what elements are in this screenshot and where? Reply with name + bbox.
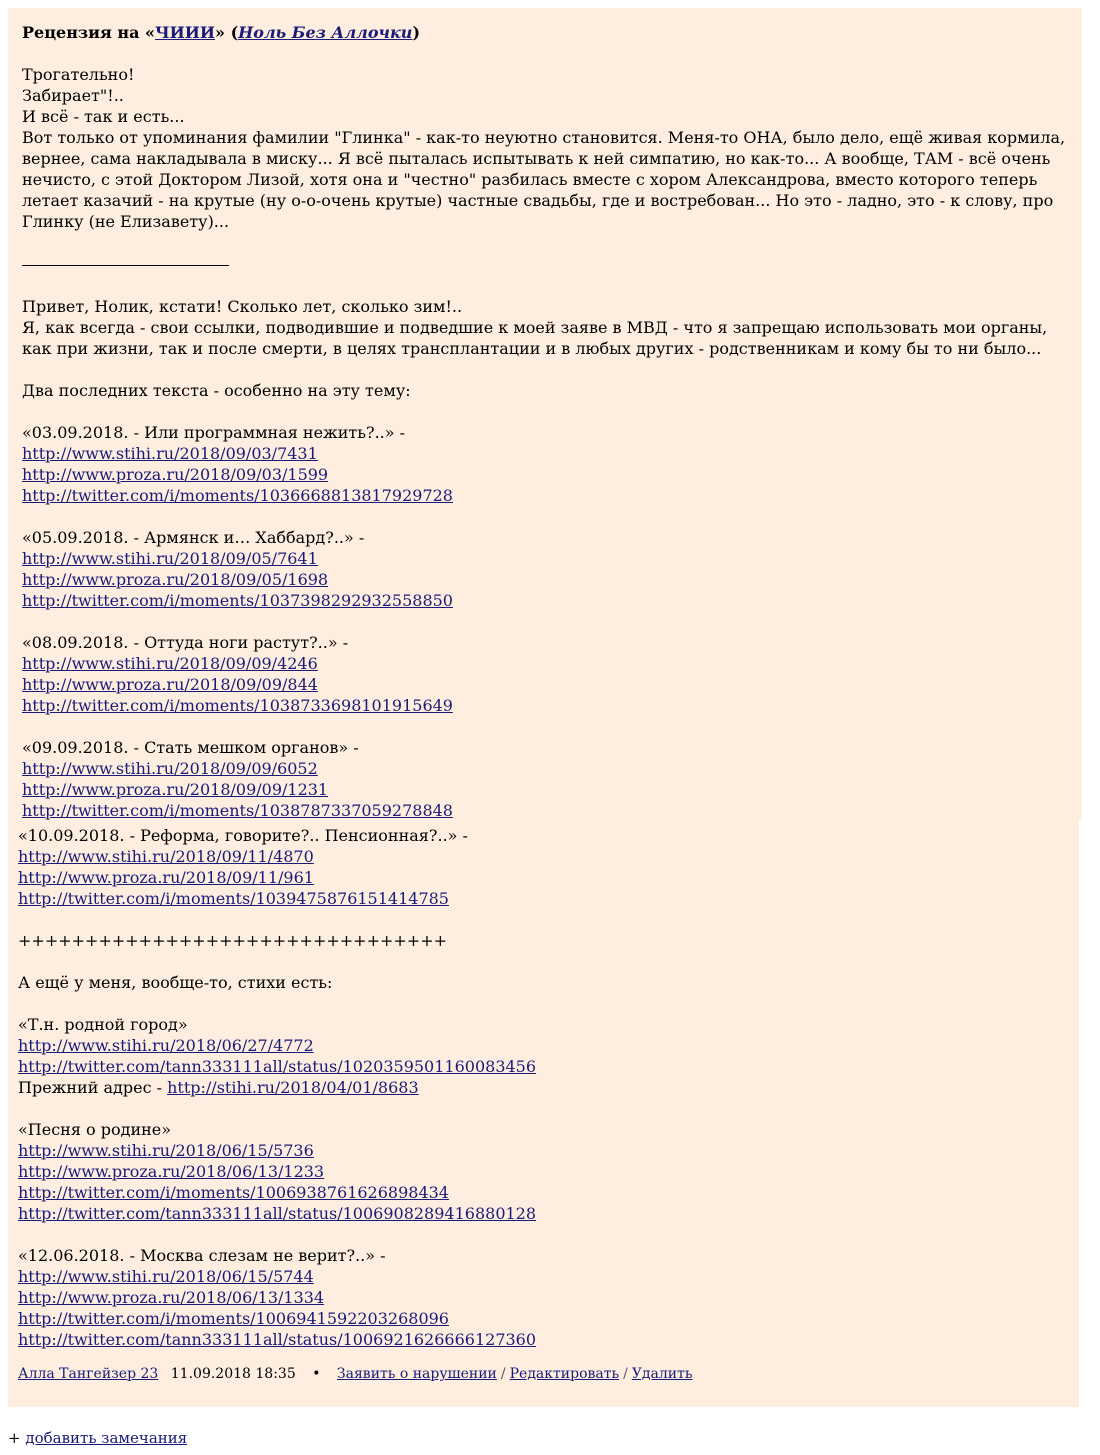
add-notes <box>8 1428 187 1449</box>
add-notes-link[interactable]: добавить замечания <box>25 1429 188 1447</box>
review-title <box>22 22 1068 43</box>
text-p5: Привет, Нолик, кстати! Сколько лет, сколько зим!.. <box>22 297 463 316</box>
link-twitter[interactable]: http://twitter.com/i/moments/1006938761626898434 <box>18 1183 449 1202</box>
link-stihi[interactable]: http://www.stihi.ru/2018/09/05/7641 <box>22 549 318 568</box>
group-heading: «Т.н. родной город» <box>18 1015 188 1034</box>
link-stihi[interactable]: http://www.stihi.ru/2018/09/09/6052 <box>22 759 318 778</box>
delete-link[interactable]: Удалить <box>631 1366 693 1382</box>
report-violation-link[interactable]: Заявить о нарушении <box>336 1366 497 1382</box>
link-twitter[interactable]: http://twitter.com/i/moments/1038787337059278848 <box>22 801 453 820</box>
link-twitter[interactable]: http://twitter.com/i/moments/1036668813817929728 <box>22 486 453 505</box>
text-p1: Трогательно! <box>22 65 135 84</box>
group-heading: «05.09.2018. - Армянск и… Хаббард?..» - <box>22 528 365 547</box>
link-proza[interactable]: http://www.proza.ru/2018/09/03/1599 <box>22 465 329 484</box>
title-suffix: ) <box>412 23 421 42</box>
review-author-link[interactable]: Алла Тангейзер 23 <box>18 1366 159 1382</box>
bullet-separator: • <box>312 1366 321 1382</box>
plus-separator: ++++++++++++++++++++++++++++++++ <box>18 931 447 950</box>
text-p3: И всё - так и есть... <box>22 107 185 126</box>
link-twitter[interactable]: http://twitter.com/i/moments/1038733698101915649 <box>22 696 453 715</box>
link-previous-address[interactable]: http://stihi.ru/2018/04/01/8683 <box>167 1078 419 1097</box>
group-heading: «09.09.2018. - Стать мешком органов» - <box>22 738 359 757</box>
divider-line <box>22 253 229 266</box>
add-plus: + <box>8 1429 26 1447</box>
text-p7: Два последних текста - особенно на эту тему: <box>22 381 411 400</box>
link-twitter[interactable]: http://twitter.com/tann333111all/status/1006921626666127360 <box>18 1330 537 1349</box>
link-twitter[interactable]: http://twitter.com/tann333111all/status/1006908289416880128 <box>18 1204 537 1223</box>
link-proza[interactable]: http://www.proza.ru/2018/09/09/1231 <box>22 780 329 799</box>
link-proza[interactable]: http://www.proza.ru/2018/09/11/961 <box>18 868 314 887</box>
text-p4: Вот только от упоминания фамилии "Глинка" - как-то неуютно становится. Меня-то ОНА, было дело, ещё живая кормила, вернее, сама накладывала в миску... Я всё пыталась испытывать к ней симпатию, но как-то... А вообще, ТАМ - всё очень нечисто, с этой Доктором Лизой, хотя она и "честно" разбилась вместе с хором Александрова, вместо которого теперь летает казачий - на крутые (ну о-о-очень крутые) частные свадьбы, где и востребован... Но это - ладно, это - к слову, про Глинку (не Елизавету)... <box>22 128 1066 231</box>
group-heading: «Песня о родине» <box>18 1120 172 1139</box>
link-stihi[interactable]: http://www.stihi.ru/2018/09/09/4246 <box>22 654 318 673</box>
link-stihi[interactable]: http://www.stihi.ru/2018/06/15/5744 <box>18 1267 314 1286</box>
link-proza[interactable]: http://www.proza.ru/2018/06/13/1334 <box>18 1288 325 1307</box>
link-twitter[interactable]: http://twitter.com/i/moments/1037398292932558850 <box>22 591 453 610</box>
title-mid: » ( <box>215 23 239 42</box>
group-heading: «03.09.2018. - Или программная нежить?..» - <box>22 423 406 442</box>
reviewed-author-link[interactable]: Ноль Без Аллочки <box>238 23 413 42</box>
review-box-lower <box>8 820 1079 1407</box>
link-stihi[interactable]: http://www.stihi.ru/2018/09/11/4870 <box>18 847 314 866</box>
group-heading: «08.09.2018. - Оттуда ноги растут?..» - <box>22 633 349 652</box>
link-twitter[interactable]: http://twitter.com/tann333111all/status/1020359501160083456 <box>18 1057 537 1076</box>
link-proza[interactable]: http://www.proza.ru/2018/06/13/1233 <box>18 1162 325 1181</box>
group-heading: «12.06.2018. - Москва слезам не верит?..» - <box>18 1246 386 1265</box>
group-heading: «10.09.2018. - Реформа, говорите?.. Пенсионная?..» - <box>18 826 468 845</box>
slash-separator: / <box>623 1366 628 1382</box>
link-stihi[interactable]: http://www.stihi.ru/2018/06/15/5736 <box>18 1141 314 1160</box>
text-p2: Забирает"!.. <box>22 86 124 105</box>
link-stihi[interactable]: http://www.stihi.ru/2018/06/27/4772 <box>18 1036 314 1055</box>
previous-address-label: Прежний адрес - <box>18 1078 168 1097</box>
edit-link[interactable]: Редактировать <box>509 1366 620 1382</box>
review-footer <box>18 1364 1069 1385</box>
link-proza[interactable]: http://www.proza.ru/2018/09/05/1698 <box>22 570 329 589</box>
text-p8: А ещё у меня, вообще-то, стихи есть: <box>18 973 333 992</box>
link-twitter[interactable]: http://twitter.com/i/moments/1039475876151414785 <box>18 889 449 908</box>
text-p6: Я, как всегда - свои ссылки, подводившие и подведшие к моей заяве в МВД - что я запрещаю использовать мои органы, как при жизни, так и после смерти, в целях трансплантации и в любых других - родственникам и кому бы то ни было... <box>22 318 1048 358</box>
link-twitter[interactable]: http://twitter.com/i/moments/1006941592203268096 <box>18 1309 449 1328</box>
work-title-link[interactable]: ЧИИИ <box>155 23 216 42</box>
review-box-upper <box>8 8 1082 820</box>
previous-address <box>18 1077 1069 1098</box>
link-proza[interactable]: http://www.proza.ru/2018/09/09/844 <box>22 675 318 694</box>
review-datetime: 11.09.2018 18:35 <box>170 1366 296 1382</box>
link-stihi[interactable]: http://www.stihi.ru/2018/09/03/7431 <box>22 444 318 463</box>
title-prefix: Рецензия на « <box>22 23 156 42</box>
slash-separator: / <box>500 1366 506 1382</box>
